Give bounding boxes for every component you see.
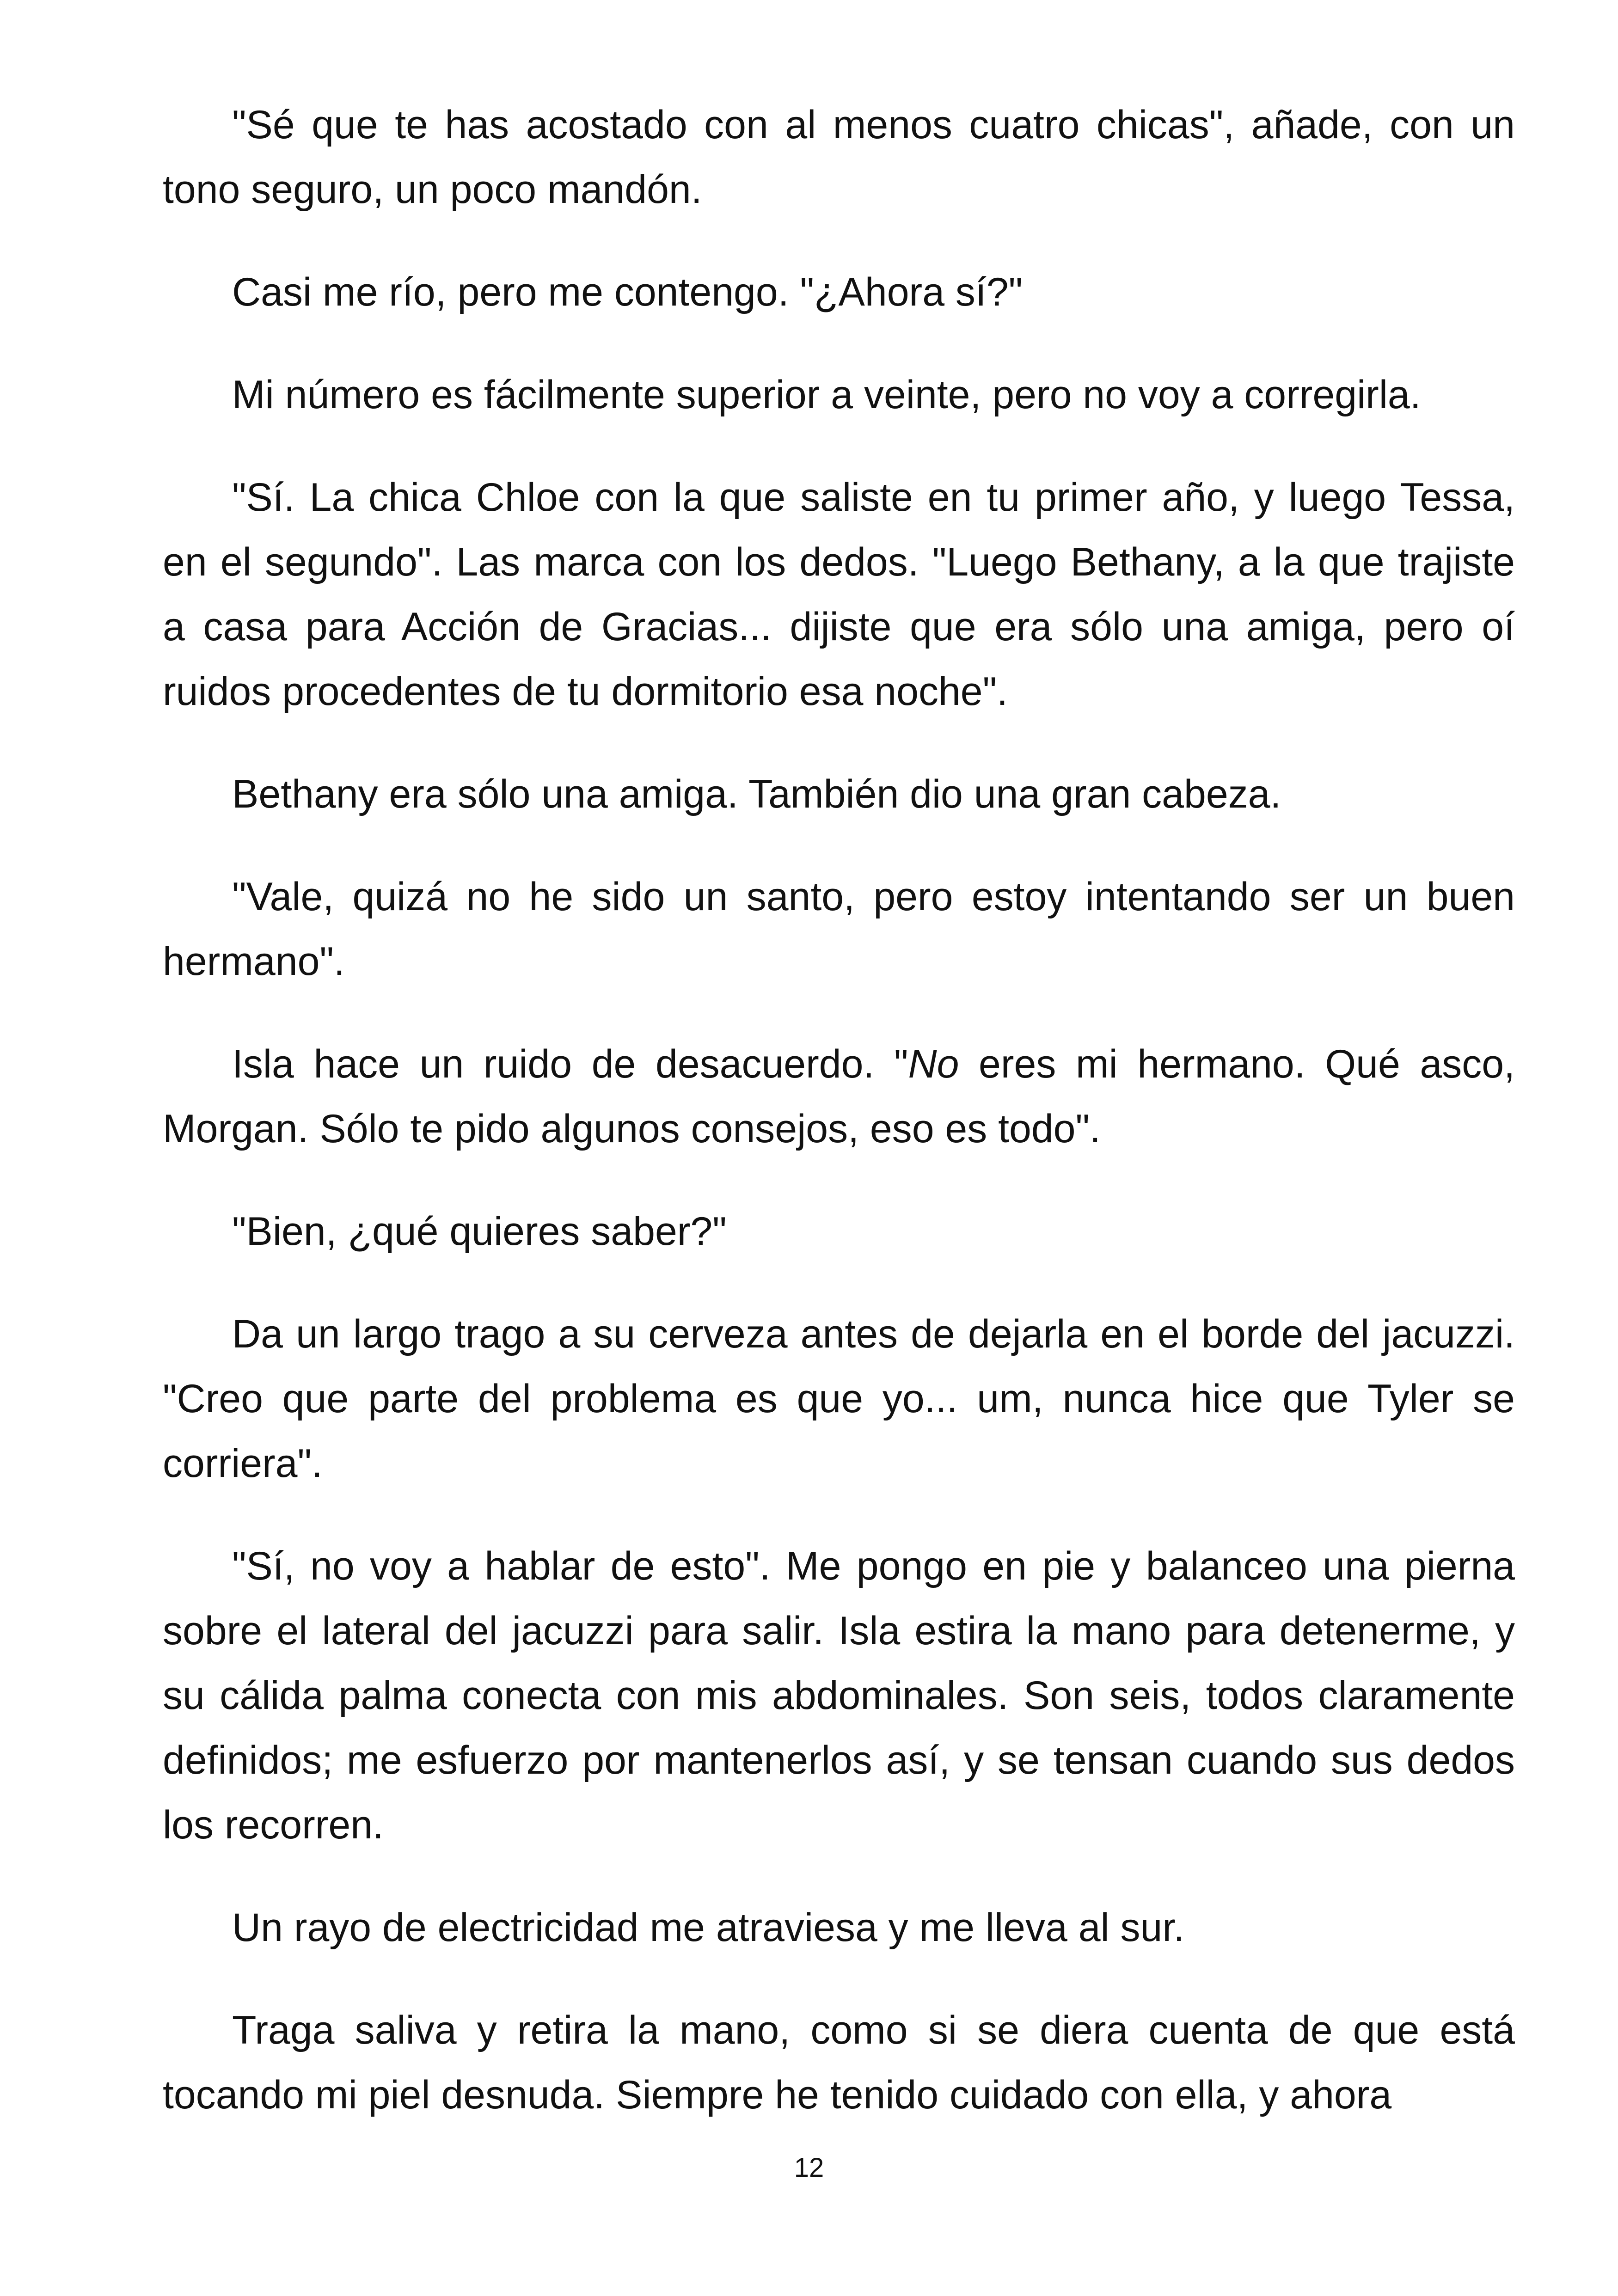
paragraph-6: "Vale, quizá no he sido un santo, pero estoy intentando ser un buen hermano". [163, 875, 1515, 984]
page-number: 12 [794, 2153, 824, 2183]
paragraph-7-emphasis: No [908, 1042, 959, 1086]
paragraph-5: Bethany era sólo una amiga. También dio una gran cabeza. [232, 772, 1281, 816]
body-text [163, 92, 1515, 2127]
paragraph-7-before: Isla hace un ruido de desacuerdo. " [232, 1042, 908, 1086]
paragraph-3: Mi número es fácilmente superior a veinte, pero no voy a corregirla. [232, 373, 1421, 417]
paragraph-1: "Sé que te has acostado con al menos cuatro chicas", añade, con un tono seguro, un poco mandón. [163, 103, 1515, 212]
paragraph-4: "Sí. La chica Chloe con la que saliste en tu primer año, y luego Tessa, en el segundo". Las marca con los dedos. "Luego Bethany, a la que trajiste a casa para Acción de Gracias... dijiste que era sólo una amiga, pero oí ruidos procedentes de tu dormitorio esa noche". [163, 475, 1515, 714]
paragraph-12: Traga saliva y retira la mano, como si se diera cuenta de que está tocando mi piel desnuda. Siempre he tenido cuidado con ella, y ahora [163, 2008, 1515, 2117]
paragraph-10: "Sí, no voy a hablar de esto". Me pongo en pie y balanceo una pierna sobre el lateral del jacuzzi para salir. Isla estira la mano para detenerme, y su cálida palma conecta con mis abdominales. Son seis, todos claramente definidos; me esfuerzo por mantenerlos así, y se tensan cuando sus dedos los recorren. [163, 1544, 1515, 1847]
paragraph-9: Da un largo trago a su cerveza antes de dejarla en el borde del jacuzzi. "Creo que parte del problema es que yo... um, nunca hice que Tyler se corriera". [163, 1312, 1515, 1486]
paragraph-11: Un rayo de electricidad me atraviesa y me lleva al sur. [232, 1905, 1185, 1950]
paragraph-2: Casi me río, pero me contengo. "¿Ahora sí?" [232, 270, 1023, 314]
paragraph-7 [163, 1032, 1515, 1161]
paragraph-7-after: eres mi hermano. Qué asco, Morgan. Sólo te pido algunos consejos, eso es todo". [163, 1042, 1515, 1151]
paragraph-8: "Bien, ¿qué quieres saber?" [232, 1209, 727, 1254]
